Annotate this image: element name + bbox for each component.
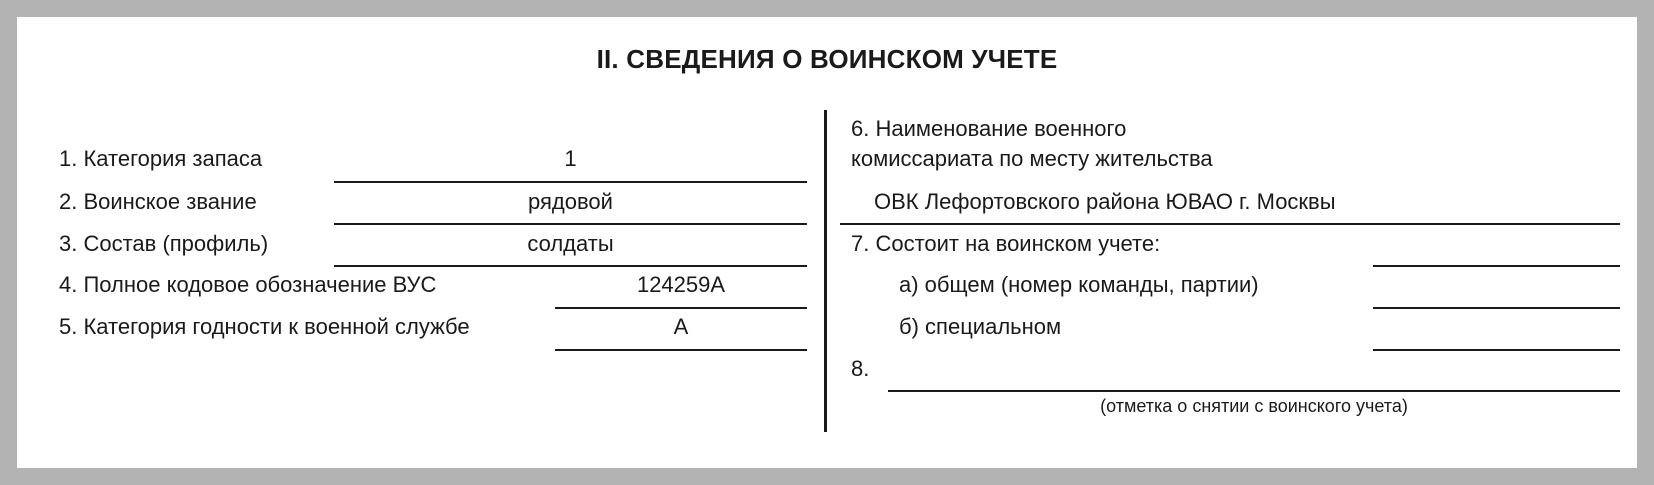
column-divider — [824, 110, 827, 432]
military-rank-value: рядовой — [528, 189, 613, 214]
document-sheet — [17, 17, 1637, 468]
registration-general-label: а) общем (номер команды, партии) — [899, 272, 1259, 297]
military-rank-underline — [334, 223, 807, 225]
section-title: II. СВЕДЕНИЯ О ВОИНСКОМ УЧЕТЕ — [596, 44, 1058, 74]
commissariat-value: ОВК Лефортовского района ЮВАО г. Москвы — [874, 189, 1336, 214]
registration-special-underline — [1373, 349, 1620, 351]
deregistration-caption: (отметка о снятии с воинского учета) — [1100, 396, 1408, 416]
commissariat-label-line2: комиссариата по месту жительства — [851, 146, 1213, 171]
commissariat-underline — [840, 223, 1620, 225]
registration-general-underline — [1373, 307, 1620, 309]
fitness-category-label: 5. Категория годности к военной службе — [59, 314, 470, 339]
military-rank-label: 2. Воинское звание — [59, 189, 257, 214]
reserve-category-underline — [334, 181, 807, 183]
fitness-category-value: А — [673, 314, 689, 339]
registration-label: 7. Состоит на воинском учете: — [851, 231, 1161, 256]
deregistration-label: 8. — [851, 356, 870, 381]
vus-code-underline — [555, 307, 807, 309]
registration-underline — [1373, 265, 1620, 267]
fitness-category-underline — [555, 349, 807, 351]
vus-code-label: 4. Полное кодовое обозначение ВУС — [59, 272, 437, 297]
composition-underline — [334, 265, 807, 267]
deregistration-underline — [888, 390, 1620, 392]
vus-code-value: 124259А — [636, 272, 726, 297]
registration-special-label: б) специальном — [899, 314, 1062, 339]
commissariat-label-line1: 6. Наименование военного — [851, 116, 1127, 141]
composition-label: 3. Состав (профиль) — [59, 231, 269, 256]
reserve-category-value: 1 — [564, 146, 577, 171]
composition-value: солдаты — [527, 231, 614, 256]
reserve-category-label: 1. Категория запаса — [59, 146, 263, 171]
